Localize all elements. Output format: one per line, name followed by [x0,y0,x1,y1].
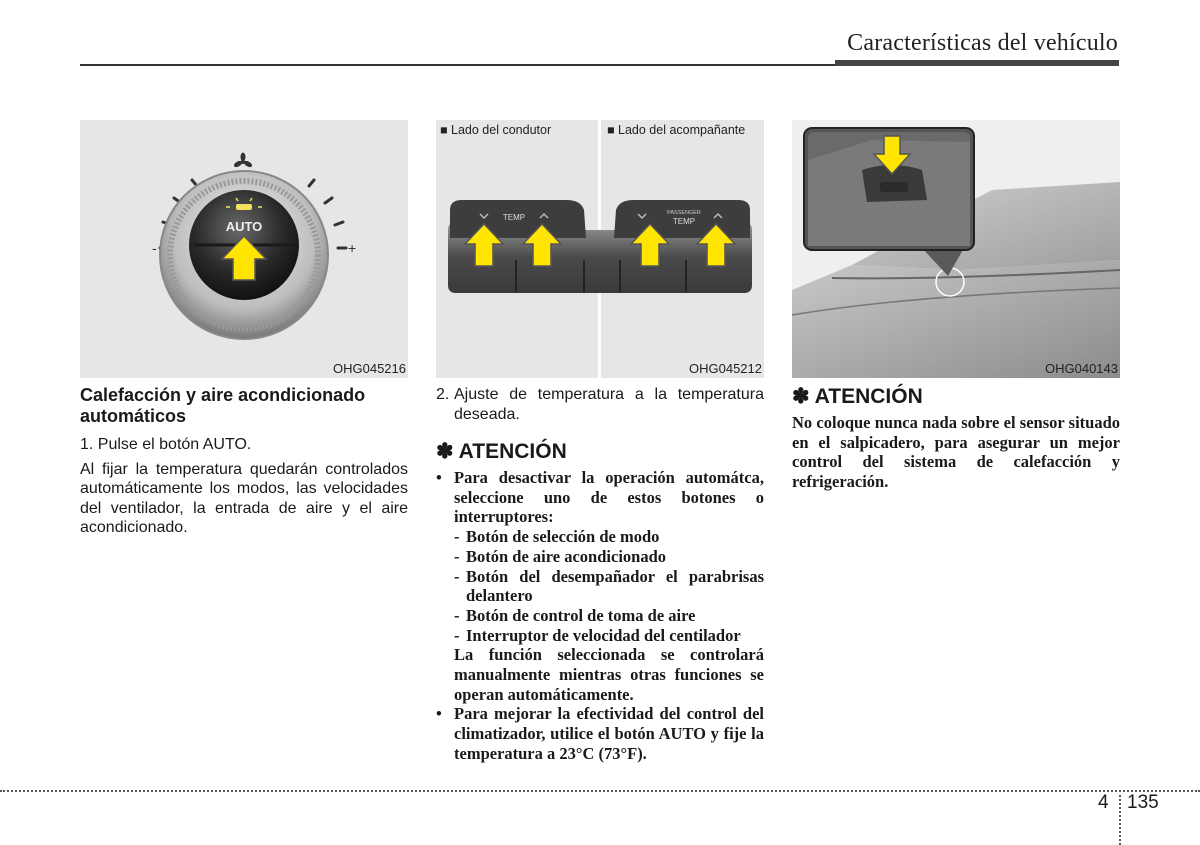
column-1 [80,385,408,538]
svg-text:AUTO: AUTO [225,219,263,234]
figure-auto-knob [80,120,408,378]
dash-item: - Botón de aire acondicionado [454,546,667,566]
atencion-body [436,468,764,764]
section-title: Calefacción y aire acondicionado automáticos [80,385,366,426]
fan-icon [233,153,253,169]
step-2-text: Ajuste de temperatura a la temperatura deseada. [454,386,764,423]
svg-text:TEMP: TEMP [502,213,526,222]
atencion-body: No coloque nunca nada sobre el sensor situado en el salpicadero, para asegurar un mejor control del sistema de calefacción y refrigeración. [792,413,1120,492]
figure-code: OHG040143 [1045,361,1118,376]
dashboard-sensor-illustration [792,120,1120,378]
page-number: 135 [1127,792,1159,813]
atencion-heading: ✽ ATENCIÓN [792,385,923,408]
step-2-number: 2. [436,386,450,403]
figure-code: OHG045212 [689,361,762,376]
svg-text:-: - [152,240,157,256]
svg-text:TEMP: TEMP [672,217,696,226]
dash-item: - Botón del desempañador el parabrisas delantero [454,566,764,606]
step-2 [436,385,764,424]
bullet-outro: La función seleccionada se controlará manualmente mientras otras funciones se operan automáticamente. [454,645,764,704]
auto-knob-illustration [80,120,408,378]
atencion-heading: ✽ ATENCIÓN [436,440,567,463]
header-rule [80,64,840,66]
header-rule-accent [835,60,1119,66]
temp-controls-illustration [436,120,764,378]
step-1-paragraph: Al fijar la temperatura quedarán controlados automáticamente los modos, las velocidades del ventilador, la entrada de aire y el aire acondicionado. [80,460,408,536]
figure-dashboard-sensor [792,120,1120,378]
svg-text:+: + [348,240,357,256]
svg-text:PASSENGER: PASSENGER [667,210,701,216]
dash-item: - Interruptor de velocidad del centilador [454,625,741,645]
page-header-title: Características del vehículo [847,30,1118,56]
step-1: 1. Pulse el botón AUTO. [80,436,252,453]
passenger-side-label: ■ Lado del acompañante [607,123,746,137]
figure-code: OHG045216 [333,361,406,376]
footer-rule [0,790,1200,792]
figure-temp-controls [436,120,764,378]
bullet-item: • Para mejorar la efectividad del control del climatizador, utilice el botón AUTO y fije la temperatura a 23°C (73°F). [436,704,764,763]
dash-item: - Botón de selección de modo [454,527,660,547]
column-2 [436,385,764,764]
bullet-intro: Para desactivar la operación automátca, seleccione uno de estos botones o interruptores: [454,468,764,527]
bullet-item: • Para desactivar la operación automátca, seleccione uno de estos botones o interruptores: [436,468,764,527]
chapter-number: 4 [1098,792,1109,813]
dash-item: - Botón de control de toma de aire [454,605,696,625]
driver-side-label: ■ Lado del condutor [440,123,552,137]
footer-divider [1119,790,1121,845]
column-3 [792,385,1120,492]
